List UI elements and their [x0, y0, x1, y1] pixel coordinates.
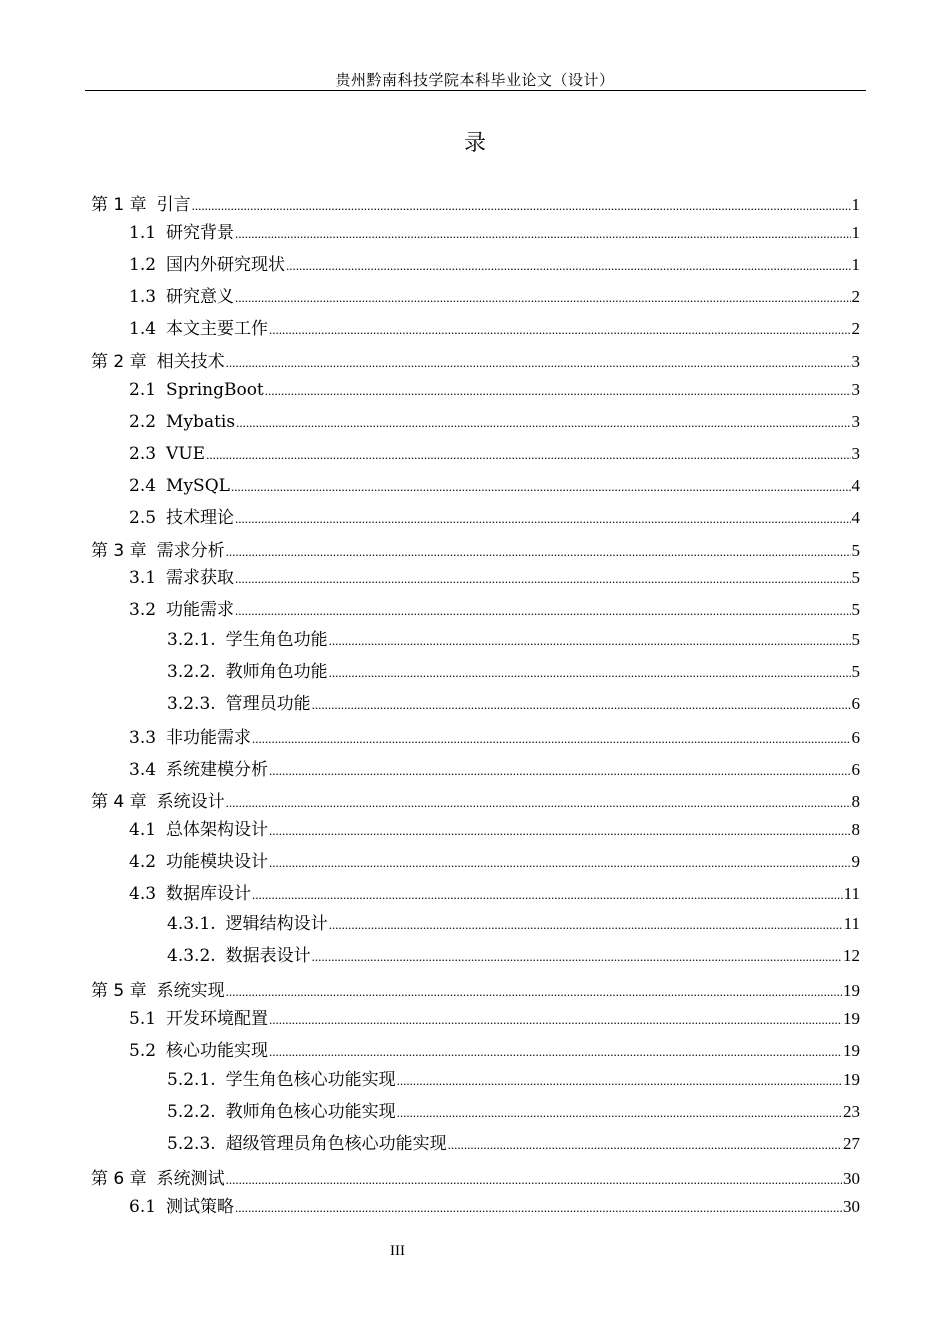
toc-entry-page: 3 [851, 380, 860, 399]
toc-entry-number: 4.3.2. [167, 946, 216, 966]
toc-entry-number: 3.1 [129, 568, 157, 588]
toc-entry-text: 技术理论 [166, 508, 235, 528]
toc-entry-number: 1.4 [129, 319, 157, 339]
toc-entry-section-4-2[interactable] [129, 850, 860, 874]
dot-leader [235, 286, 850, 310]
toc-entry-text: 功能需求 [166, 600, 235, 620]
dot-leader [235, 567, 850, 591]
toc-entry-subsection-5-2-3[interactable] [167, 1132, 860, 1156]
toc-entry-text: 学生角色核心功能实现 [225, 1070, 396, 1090]
toc-entry-number: 1.2 [129, 255, 157, 275]
toc-entry-text: 研究背景 [166, 223, 235, 243]
toc-entry-text: Mybatis [166, 412, 236, 432]
toc-entry-page: 9 [851, 852, 860, 871]
toc-entry-page: 4 [851, 508, 860, 527]
toc-entry-number: 2.2 [129, 412, 157, 432]
toc-entry-text: 管理员功能 [225, 694, 311, 714]
toc-entry-number: 3.2 [129, 600, 157, 620]
toc-entry-page: 8 [851, 820, 860, 839]
toc-entry-page: 3 [851, 412, 860, 431]
toc-entry-page: 30 [843, 1197, 860, 1216]
toc-entry-number: 5.2.2. [167, 1102, 216, 1122]
toc-entry-text: 相关技术 [156, 352, 225, 372]
toc-entry-page: 12 [843, 946, 860, 965]
toc-entry-section-6-1[interactable] [129, 1195, 860, 1219]
toc-entry-page: 6 [851, 760, 860, 779]
toc-entry-text: 系统实现 [156, 981, 225, 1001]
toc-entry-section-5-2[interactable] [129, 1039, 860, 1063]
toc-entry-text: MySQL [166, 476, 230, 496]
toc-entry-number: 4.3.1. [167, 914, 216, 934]
toc-entry-page: 11 [843, 914, 860, 933]
toc-entry-number: 3.2.1. [167, 630, 216, 650]
toc-entry-section-1-2[interactable] [129, 253, 860, 277]
toc-entry-page: 5 [851, 630, 860, 649]
toc-entry-text: 系统建模分析 [166, 760, 269, 780]
toc-entry-section-2-1[interactable] [129, 378, 860, 402]
toc-entry-number: 第 3 章 [91, 541, 147, 561]
toc-entry-page: 5 [851, 568, 860, 587]
toc-entry-text: 非功能需求 [166, 728, 252, 748]
toc-entry-subsection-4-3-2[interactable] [167, 944, 860, 968]
toc-entry-text: 本文主要工作 [166, 319, 269, 339]
toc-entry-page: 5 [851, 600, 860, 619]
toc-entry-section-1-3[interactable] [129, 285, 860, 309]
toc-entry-page: 6 [851, 728, 860, 747]
toc-entry-text: 超级管理员角色核心功能实现 [225, 1134, 447, 1154]
dot-leader [192, 194, 851, 218]
dot-leader [312, 945, 842, 969]
dot-leader [269, 318, 850, 342]
toc-entry-text: 需求分析 [156, 541, 225, 561]
toc-entry-page: 5 [851, 662, 860, 681]
toc-entry-section-1-1[interactable] [129, 221, 860, 245]
toc-entry-text: 教师角色功能 [225, 662, 328, 682]
toc-entry-number: 4.2 [129, 852, 157, 872]
toc-entry-text: 学生角色功能 [225, 630, 328, 650]
toc-entry-section-5-1[interactable] [129, 1007, 860, 1031]
dot-leader [269, 1008, 842, 1032]
toc-entry-text: 数据表设计 [225, 946, 311, 966]
dot-leader [235, 599, 850, 623]
toc-entry-section-3-4[interactable] [129, 758, 860, 782]
dot-leader [397, 1069, 842, 1093]
toc-entry-text: 开发环境配置 [166, 1009, 269, 1029]
toc-entry-number: 5.2.1. [167, 1070, 216, 1090]
dot-leader [329, 629, 851, 653]
toc-entry-subsection-3-2-1[interactable] [167, 628, 860, 652]
toc-entry-section-3-3[interactable] [129, 726, 860, 750]
toc-entry-text: 数据库设计 [166, 884, 252, 904]
toc-entry-subsection-5-2-1[interactable] [167, 1068, 860, 1092]
toc-entry-number: 5.2 [129, 1041, 157, 1061]
dot-leader [269, 851, 850, 875]
toc-entry-number: 2.4 [129, 476, 157, 496]
dot-leader [235, 1196, 842, 1220]
toc-entry-page: 11 [843, 884, 860, 903]
toc-entry-text: 国内外研究现状 [166, 255, 286, 275]
toc-entry-page: 3 [851, 444, 860, 463]
dot-leader [226, 540, 851, 564]
toc-entry-page: 3 [851, 352, 860, 371]
toc-entry-text: 教师角色核心功能实现 [225, 1102, 396, 1122]
dot-leader [235, 222, 850, 246]
toc-entry-number: 6.1 [129, 1197, 157, 1217]
toc-entry-number: 第 1 章 [91, 195, 147, 215]
dot-leader [397, 1101, 842, 1125]
toc-entry-page: 27 [843, 1134, 860, 1153]
dot-leader [312, 693, 851, 717]
toc-entry-chapter-6[interactable] [91, 1167, 860, 1191]
toc-entry-page: 4 [851, 476, 860, 495]
toc-entry-number: 第 5 章 [91, 981, 147, 1001]
toc-entry-page: 2 [851, 287, 860, 306]
toc-entry-number: 3.4 [129, 760, 157, 780]
dot-leader [329, 913, 843, 937]
toc-title: 录 [463, 131, 486, 156]
toc-entry-chapter-2[interactable] [91, 350, 860, 374]
toc-entry-text: 测试策略 [166, 1197, 235, 1217]
toc-entry-text: 系统设计 [156, 792, 225, 812]
toc-entry-page: 19 [843, 1041, 860, 1060]
dot-leader [252, 883, 843, 907]
toc-entry-number: 4.3 [129, 884, 157, 904]
dot-leader [269, 759, 850, 783]
running-header: 贵州黔南科技学院本科毕业论文（设计） [335, 71, 615, 89]
dot-leader [235, 507, 850, 531]
toc-entry-text: 核心功能实现 [166, 1041, 269, 1061]
dot-leader [231, 475, 851, 499]
toc-entry-subsection-4-3-1[interactable] [167, 912, 860, 936]
toc-entry-page: 23 [843, 1102, 860, 1121]
toc-entry-section-2-3[interactable] [129, 442, 860, 466]
toc-entry-page: 2 [851, 319, 860, 338]
toc-entry-page: 5 [851, 541, 860, 560]
dot-leader [226, 1168, 842, 1192]
toc-entry-number: 2.5 [129, 508, 157, 528]
toc-entry-section-4-1[interactable] [129, 818, 860, 842]
toc-entry-page: 1 [851, 195, 860, 214]
toc-entry-number: 1.3 [129, 287, 157, 307]
dot-leader [252, 727, 850, 751]
toc-entry-number: 3.2.2. [167, 662, 216, 682]
toc-entry-chapter-1[interactable] [91, 193, 860, 217]
toc-entry-number: 5.1 [129, 1009, 157, 1029]
toc-entry-text: SpringBoot [166, 380, 264, 400]
toc-entry-page: 19 [843, 1070, 860, 1089]
toc-entry-page: 6 [851, 694, 860, 713]
toc-entry-section-4-3[interactable] [129, 882, 860, 906]
toc-entry-page: 30 [843, 1169, 860, 1188]
dot-leader [236, 411, 850, 435]
toc-entry-page: 1 [851, 223, 860, 242]
toc-entry-section-2-4[interactable] [129, 474, 860, 498]
toc-entry-section-3-2[interactable] [129, 598, 860, 622]
toc-entry-text: 总体架构设计 [166, 820, 269, 840]
toc-entry-chapter-4[interactable] [91, 790, 860, 814]
toc-entry-text: 研究意义 [166, 287, 235, 307]
toc-entry-number: 3.2.3. [167, 694, 216, 714]
toc-entry-number: 3.3 [129, 728, 157, 748]
toc-entry-section-1-4[interactable] [129, 317, 860, 341]
toc-entry-number: 1.1 [129, 223, 157, 243]
dot-leader [329, 661, 851, 685]
dot-leader [286, 254, 850, 278]
toc-entry-text: 逻辑结构设计 [225, 914, 328, 934]
page-number: III [390, 1243, 405, 1259]
toc-entry-text: 功能模块设计 [166, 852, 269, 872]
toc-entry-chapter-5[interactable] [91, 979, 860, 1003]
toc-entry-number: 4.1 [129, 820, 157, 840]
toc-entry-number: 第 2 章 [91, 352, 147, 372]
dot-leader [226, 351, 851, 375]
dot-leader [226, 980, 842, 1004]
dot-leader [269, 1040, 842, 1064]
toc-entry-subsection-3-2-2[interactable] [167, 660, 860, 684]
toc-entry-number: 2.3 [129, 444, 157, 464]
toc-entry-subsection-5-2-2[interactable] [167, 1100, 860, 1124]
toc-entry-section-3-1[interactable] [129, 566, 860, 590]
toc-entry-section-2-2[interactable] [129, 410, 860, 434]
toc-entry-text: 需求获取 [166, 568, 235, 588]
dot-leader [265, 379, 851, 403]
toc-entry-page: 1 [851, 255, 860, 274]
toc-entry-number: 2.1 [129, 380, 157, 400]
toc-entry-section-2-5[interactable] [129, 506, 860, 530]
toc-entry-number: 第 4 章 [91, 792, 147, 812]
toc-entry-page: 19 [843, 1009, 860, 1028]
toc-entry-number: 第 6 章 [91, 1169, 147, 1189]
dot-leader [206, 443, 850, 467]
toc-entry-text: 引言 [156, 195, 191, 215]
dot-leader [226, 791, 851, 815]
dot-leader [269, 819, 850, 843]
toc-entry-page: 19 [843, 981, 860, 1000]
toc-entry-chapter-3[interactable] [91, 539, 860, 563]
toc-entry-number: 5.2.3. [167, 1134, 216, 1154]
dot-leader [448, 1133, 842, 1157]
toc-entry-text: 系统测试 [156, 1169, 225, 1189]
toc-entry-subsection-3-2-3[interactable] [167, 692, 860, 716]
toc-entry-page: 8 [851, 792, 860, 811]
toc-entry-text: VUE [166, 444, 206, 464]
